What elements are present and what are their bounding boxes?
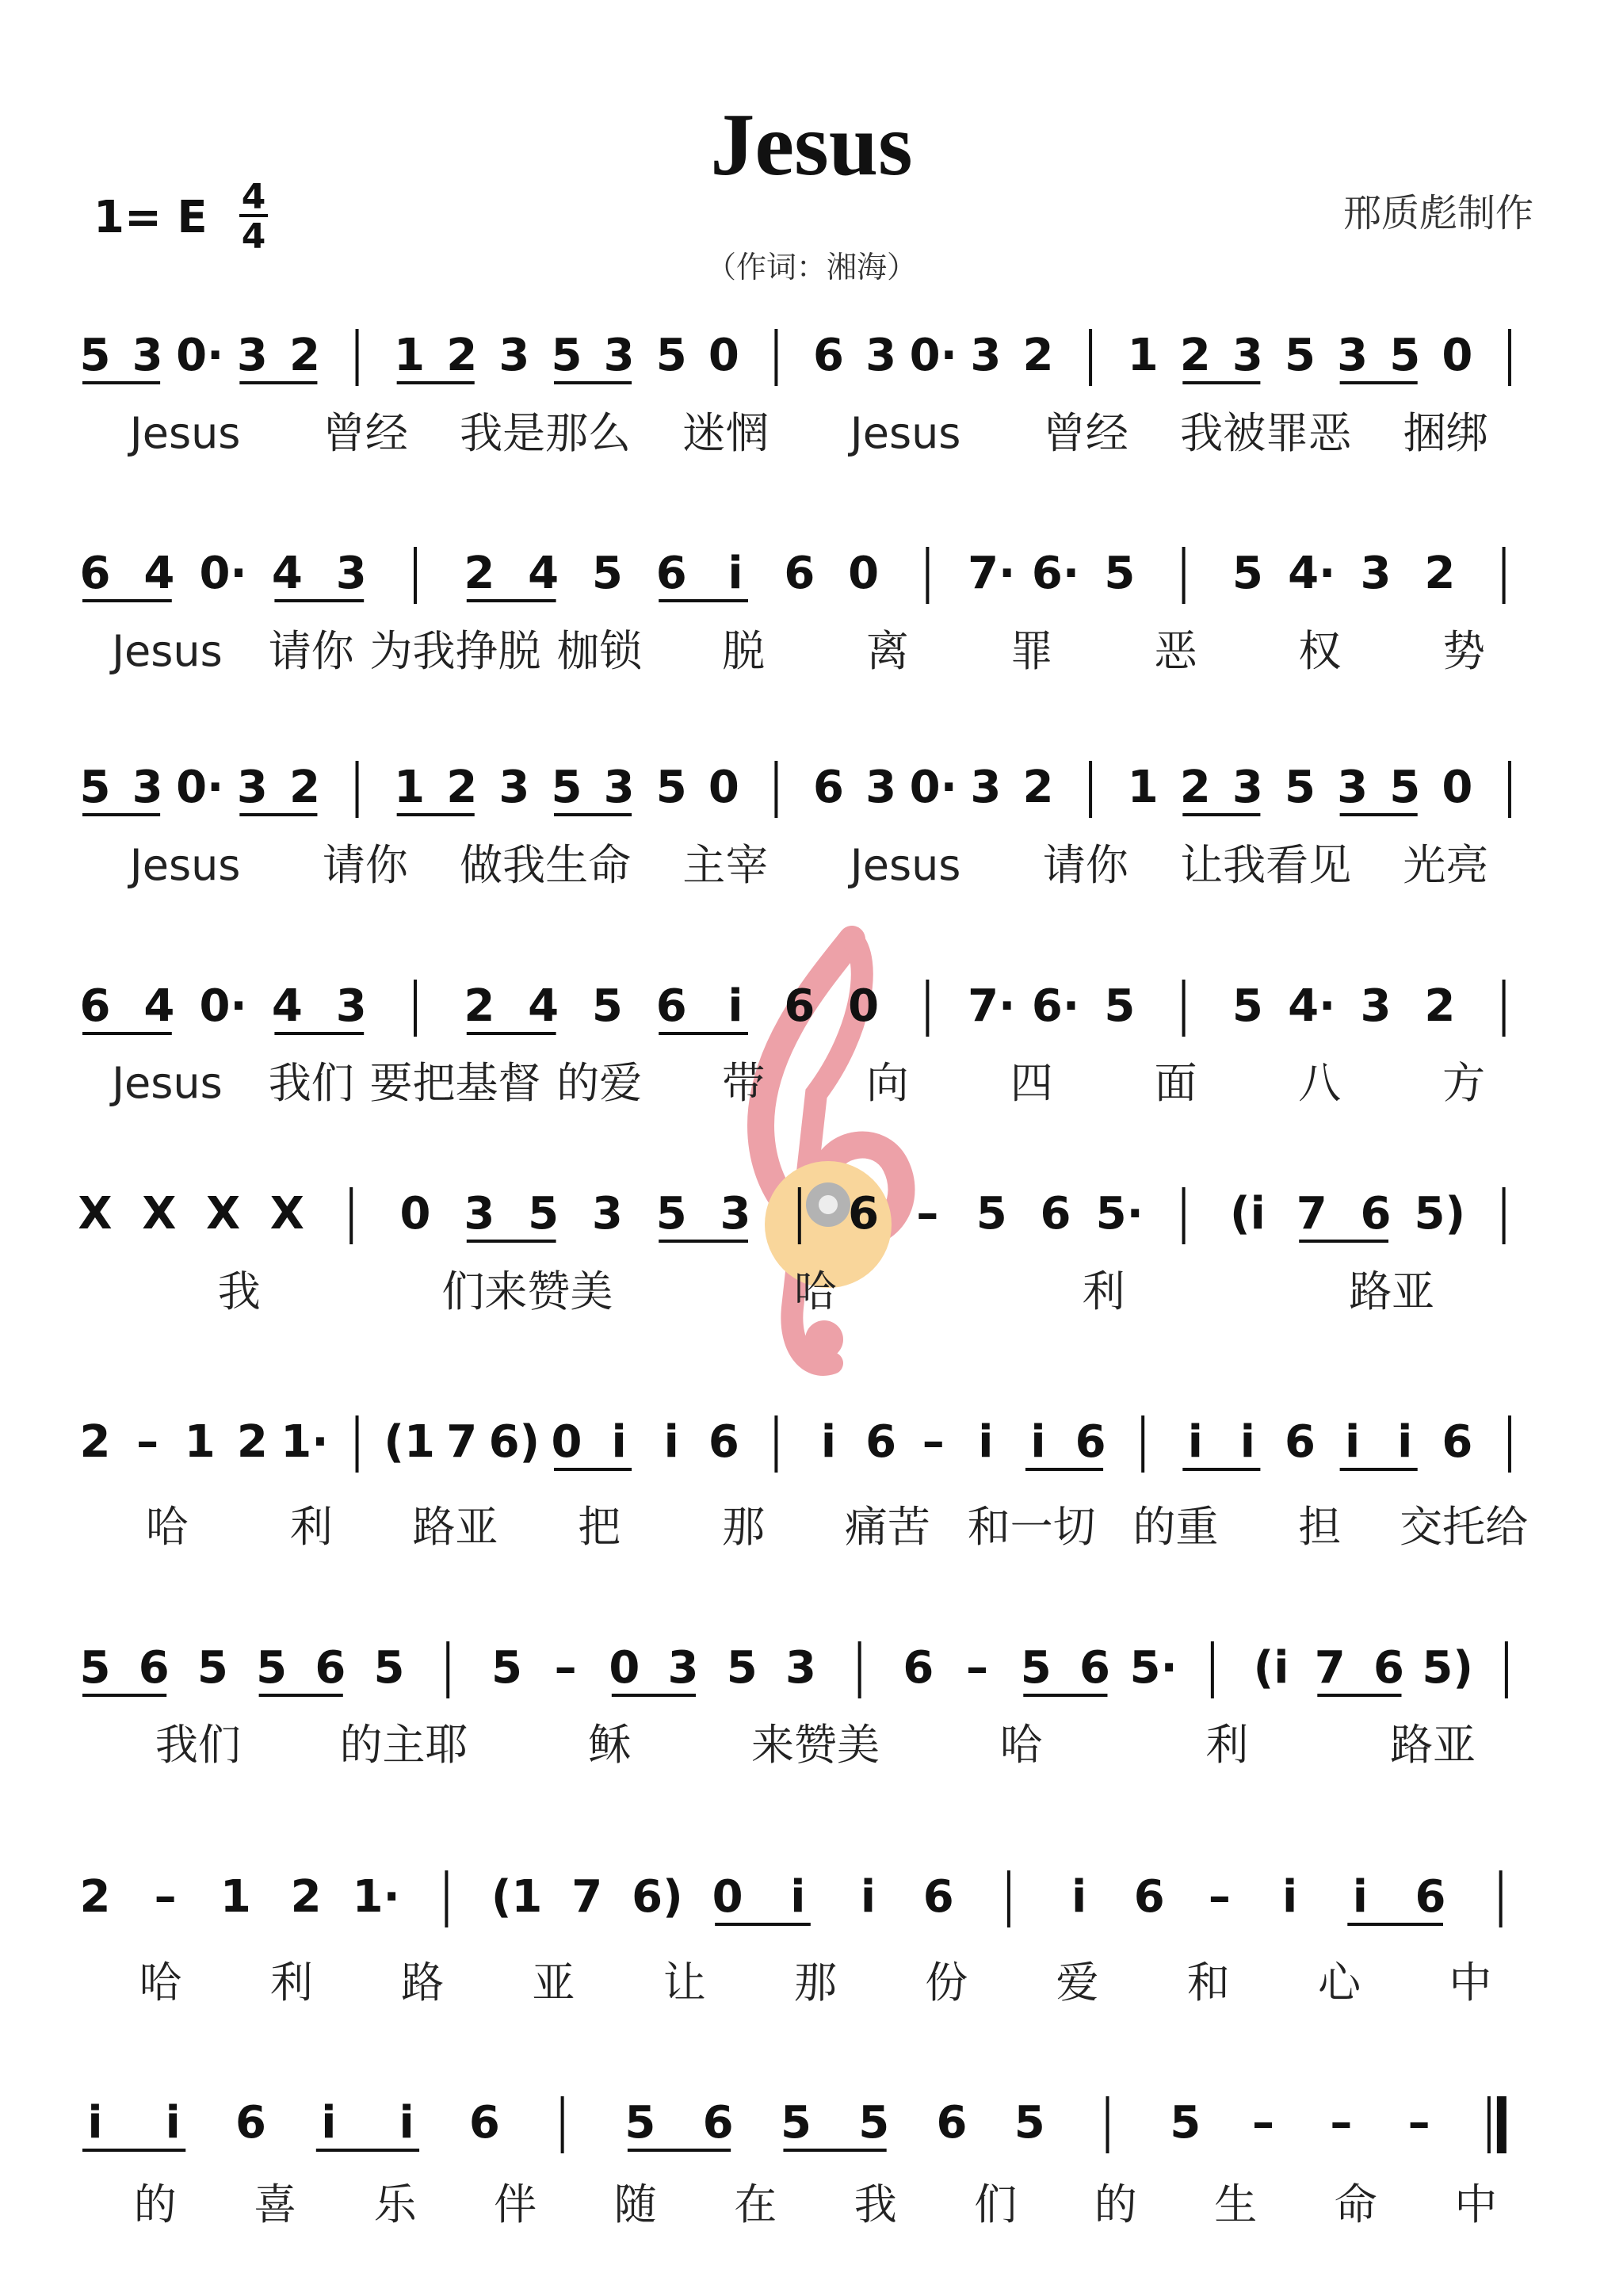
jianpu-note: 3: [1232, 330, 1263, 381]
jianpu-note: 4: [271, 980, 303, 1032]
lyric-syllable: 中: [1454, 2179, 1498, 2229]
jianpu-note: 6: [655, 548, 687, 599]
music-system: [80, 1415, 1529, 1552]
jianpu-note: 5: [655, 330, 687, 381]
jianpu-note: 7·: [968, 980, 1016, 1032]
music-system: [80, 329, 1510, 458]
jianpu-note: 3: [865, 330, 897, 381]
lyric-syllable: 我: [217, 1266, 261, 1316]
lyric-syllable: 路: [401, 1958, 445, 2008]
music-system: [80, 761, 1510, 890]
jianpu-note: X: [78, 1188, 113, 1240]
jianpu-note: 5·: [1129, 1642, 1178, 1694]
lyric-syllable: 脱: [722, 626, 766, 676]
jianpu-note: –: [916, 1188, 939, 1240]
lyric-syllable: 和一切: [967, 1502, 1096, 1552]
jianpu-note: 7: [1296, 1188, 1327, 1240]
jianpu-note: 6: [468, 2097, 500, 2149]
jianpu-note: –: [554, 1642, 577, 1694]
lyric-syllable: Jesus: [129, 408, 241, 458]
jianpu-note: 5: [79, 762, 111, 813]
jianpu-note: 4: [528, 548, 559, 599]
jianpu-note: 3: [1337, 330, 1369, 381]
lyric-syllable: Jesus: [850, 840, 961, 890]
jianpu-note: i: [1030, 1416, 1046, 1468]
jianpu-note: 3: [132, 762, 163, 813]
time-signature-top: 4: [241, 177, 266, 217]
clef-tail-dot: [805, 1320, 843, 1358]
jianpu-note: 6·: [1031, 548, 1080, 599]
jianpu-note: 3: [970, 762, 1002, 813]
lyric-syllable: 生: [1214, 2179, 1258, 2229]
music-system: [80, 1641, 1507, 1770]
time-signature-bottom: 4: [241, 216, 266, 257]
jianpu-note: 0: [609, 1642, 640, 1694]
jianpu-note: i: [663, 1416, 679, 1468]
lyric-syllable: 的重: [1132, 1502, 1219, 1552]
jianpu-note: i: [165, 2097, 181, 2149]
jianpu-note: 5: [528, 1188, 559, 1240]
jianpu-note: 3: [970, 330, 1002, 381]
lyric-syllable: 请你: [1042, 840, 1128, 890]
lyric-syllable: 的主耶: [339, 1720, 468, 1770]
jianpu-note: 6: [1075, 1416, 1106, 1468]
jianpu-note: i: [1071, 1871, 1087, 1923]
lyric-syllable: 交托给: [1400, 1502, 1529, 1552]
jianpu-note: 5: [197, 1642, 228, 1694]
jianpu-note: 3: [1232, 762, 1263, 813]
jianpu-note: 5: [858, 2097, 890, 2149]
jianpu-note: 3: [236, 330, 268, 381]
lyric-syllable: 我: [854, 2179, 897, 2229]
lyric-syllable: 捆绑: [1403, 408, 1489, 458]
jianpu-note: i: [1239, 1416, 1256, 1468]
music-system: [82, 2096, 1502, 2229]
jianpu-note: 3: [1360, 980, 1392, 1032]
jianpu-note: 2: [1424, 548, 1456, 599]
jianpu-note: 5: [1389, 762, 1421, 813]
jianpu-note: 6: [235, 2097, 267, 2149]
jianpu-note: 6: [813, 762, 845, 813]
lyric-syllable: 方: [1442, 1058, 1486, 1108]
jianpu-note: 0·: [199, 980, 247, 1032]
jianpu-note: 6: [848, 1188, 880, 1240]
lyric-syllable: 罪: [1010, 626, 1053, 676]
jianpu-note: 0·: [909, 762, 957, 813]
jianpu-note: 3: [464, 1188, 495, 1240]
lyric-syllable: 爱: [1056, 1958, 1099, 2008]
jianpu-note: 4: [143, 980, 175, 1032]
jianpu-note: 0·: [909, 330, 957, 381]
jianpu-note: 7·: [968, 548, 1016, 599]
jianpu-note: i: [399, 2097, 414, 2149]
jianpu-note: 0·: [176, 330, 224, 381]
jianpu-note: (1: [384, 1416, 435, 1468]
lyric-syllable: Jesus: [129, 840, 241, 890]
jianpu-note: 1: [394, 762, 426, 813]
lyricist-credit: （作词：湘海）: [705, 250, 918, 285]
jianpu-note: i: [860, 1871, 876, 1923]
jianpu-note: –: [966, 1642, 989, 1694]
jianpu-note: 1: [1127, 330, 1159, 381]
jianpu-note: i: [1352, 1871, 1368, 1923]
lyric-syllable: 把: [578, 1502, 621, 1552]
jianpu-note: 6: [702, 2097, 734, 2149]
lyric-syllable: 喜: [254, 2179, 297, 2229]
lyric-syllable: 八: [1298, 1058, 1342, 1108]
jianpu-note: 6: [936, 2097, 968, 2149]
jianpu-note: 5: [1285, 330, 1316, 381]
jianpu-note: 0: [1442, 762, 1473, 813]
jianpu-note: 4: [528, 980, 559, 1032]
jianpu-note: 0: [712, 1871, 743, 1923]
jianpu-note: 2: [464, 548, 495, 599]
jianpu-note: –: [1252, 2097, 1275, 2149]
jianpu-note: 6: [655, 980, 687, 1032]
jianpu-note: 6: [1079, 1642, 1110, 1694]
lyric-syllable: 份: [925, 1958, 968, 2008]
jianpu-note: 7: [1314, 1642, 1346, 1694]
jianpu-note: –: [1330, 2097, 1353, 2149]
jianpu-note: i: [1282, 1871, 1298, 1923]
jianpu-note: 4: [271, 548, 303, 599]
jianpu-note: i: [978, 1416, 994, 1468]
jianpu-note: 0: [708, 762, 739, 813]
jianpu-note: 5): [1422, 1642, 1473, 1694]
lyric-syllable: 面: [1154, 1058, 1197, 1108]
jianpu-note: 5: [1020, 1642, 1052, 1694]
jianpu-note: –: [1208, 1871, 1231, 1923]
jianpu-note: 5: [591, 548, 623, 599]
lyric-syllable: 利: [1082, 1266, 1125, 1316]
lyric-syllable: 权: [1298, 626, 1342, 676]
lyric-syllable: 势: [1442, 626, 1486, 676]
jianpu-note: 6·: [1031, 980, 1080, 1032]
lyric-syllable: 路亚: [1390, 1720, 1476, 1770]
lyric-syllable: 利: [289, 1502, 333, 1552]
jianpu-note: 0: [399, 1188, 431, 1240]
lyric-syllable: 离: [865, 626, 909, 676]
jianpu-note: 6: [1360, 1188, 1392, 1240]
lyric-syllable: 四: [1010, 1058, 1053, 1108]
jianpu-note: 3: [498, 330, 530, 381]
jianpu-note: 2: [1022, 762, 1054, 813]
jianpu-note: 2: [1424, 980, 1456, 1032]
jianpu-note: 6: [1373, 1642, 1404, 1694]
jianpu-note: (1: [491, 1871, 543, 1923]
jianpu-note: 1: [184, 1416, 216, 1468]
jianpu-note: 5: [1014, 2097, 1045, 2149]
jianpu-note: i: [1187, 1416, 1203, 1468]
lyric-syllable: 让: [663, 1958, 706, 2008]
jianpu-note: 4: [143, 548, 175, 599]
jianpu-note: 2: [79, 1416, 111, 1468]
jianpu-note: 1·: [352, 1871, 400, 1923]
lyric-syllable: 和: [1186, 1958, 1230, 2008]
lyric-syllable: 迷惘: [682, 408, 769, 458]
jianpu-note: 6: [903, 1642, 934, 1694]
jianpu-note: 2: [446, 330, 478, 381]
music-system: [80, 1870, 1501, 2008]
lyric-syllable: 我们: [268, 1058, 354, 1108]
jianpu-note: 3: [1337, 762, 1369, 813]
lyric-syllable: 让我看见: [1180, 840, 1352, 890]
music-system: [80, 547, 1504, 676]
jianpu-note: 3: [785, 1642, 816, 1694]
jianpu-note: 0·: [199, 548, 247, 599]
jianpu-note: 3: [603, 330, 635, 381]
lyric-syllable: 那: [794, 1958, 837, 2008]
jianpu-note: X: [206, 1188, 241, 1240]
jianpu-note: 3: [132, 330, 163, 381]
jianpu-note: 3: [720, 1188, 751, 1240]
lyric-syllable: 那: [722, 1502, 766, 1552]
jianpu-note: (i: [1230, 1188, 1266, 1240]
jianpu-note: 0: [848, 548, 880, 599]
lyric-syllable: 伴: [494, 2179, 537, 2229]
jianpu-note: 5: [1104, 980, 1136, 1032]
jianpu-note: i: [321, 2097, 337, 2149]
jianpu-note: 3: [667, 1642, 699, 1694]
jianpu-note: 6: [1040, 1188, 1071, 1240]
jianpu-note: 5·: [1095, 1188, 1144, 1240]
jianpu-note: 2: [236, 1416, 268, 1468]
jianpu-note: 6: [813, 330, 845, 381]
lyric-syllable: 我们: [155, 1720, 241, 1770]
jianpu-note: 5: [624, 2097, 656, 2149]
lyric-syllable: 痛苦: [844, 1502, 930, 1552]
jianpu-note: 3: [236, 762, 268, 813]
jianpu-note: 5: [1170, 2097, 1201, 2149]
lyric-syllable: 光亮: [1403, 840, 1489, 890]
jianpu-note: 6: [1133, 1871, 1165, 1923]
jianpu-note: 3: [603, 762, 635, 813]
lyric-syllable: 做我生命: [460, 840, 632, 890]
lyric-syllable: 的: [133, 2179, 177, 2229]
lyric-syllable: 命: [1334, 2179, 1377, 2229]
jianpu-note: 3: [591, 1188, 623, 1240]
jianpu-note: 3: [865, 762, 897, 813]
jianpu-note: 3: [498, 762, 530, 813]
jianpu-note: 6: [784, 548, 815, 599]
jianpu-note: X: [142, 1188, 177, 1240]
lyric-syllable: 主宰: [682, 840, 769, 890]
lyric-syllable: 带: [722, 1058, 766, 1108]
lyric-syllable: 请你: [322, 840, 408, 890]
jianpu-note: i: [1397, 1416, 1413, 1468]
jianpu-note: 2: [290, 1871, 322, 1923]
jianpu-note: i: [87, 2097, 103, 2149]
jianpu-note: 0·: [176, 762, 224, 813]
jianpu-note: 5: [491, 1642, 522, 1694]
lyric-syllable: Jesus: [112, 626, 223, 676]
jianpu-note: –: [136, 1416, 159, 1468]
jianpu-note: 6: [79, 980, 111, 1032]
lyric-syllable: 路亚: [412, 1502, 498, 1552]
jianpu-note: 5: [591, 980, 623, 1032]
lyric-syllable: 利: [269, 1958, 313, 2008]
lyric-syllable: 要把基督: [369, 1058, 541, 1108]
jianpu-note: 5: [1104, 548, 1136, 599]
jianpu-note: 6): [632, 1871, 683, 1923]
lyric-syllable: 哈: [999, 1720, 1043, 1770]
jianpu-note: 5: [655, 762, 687, 813]
lyric-syllable: 担: [1298, 1502, 1342, 1552]
jianpu-note: 5: [1285, 762, 1316, 813]
jianpu-note: 7: [446, 1416, 478, 1468]
jianpu-note: 2: [1022, 330, 1054, 381]
lyric-syllable: 们来赞美: [441, 1266, 613, 1316]
lyric-syllable: 哈: [145, 1502, 189, 1552]
song-title: Jesus: [710, 96, 913, 194]
jianpu-note: 5: [1232, 548, 1263, 599]
jianpu-note: 5): [1414, 1188, 1466, 1240]
jianpu-note: 5: [726, 1642, 758, 1694]
jianpu-note: 4·: [1288, 548, 1336, 599]
lyric-syllable: 枷锁: [556, 626, 643, 676]
lyric-syllable: 路亚: [1349, 1266, 1435, 1316]
lyric-syllable: 我被罪恶: [1180, 408, 1352, 458]
lyric-syllable: 来赞美: [751, 1720, 880, 1770]
jianpu-note: 1: [1127, 762, 1159, 813]
jianpu-note: 2: [288, 762, 320, 813]
watermark-disc-center: [819, 1195, 838, 1214]
lyric-syllable: 的: [1094, 2179, 1137, 2229]
jianpu-note: 5: [256, 1642, 288, 1694]
jianpu-note: 5: [373, 1642, 405, 1694]
lyric-syllable: Jesus: [850, 408, 961, 458]
lyric-syllable: 请你: [268, 626, 354, 676]
jianpu-note: 6: [922, 1871, 954, 1923]
lyric-syllable: 在: [734, 2179, 777, 2229]
jianpu-note: 6): [488, 1416, 540, 1468]
jianpu-note: 6: [784, 980, 815, 1032]
lyric-syllable: 为我挣脱: [369, 626, 541, 676]
jianpu-note: i: [727, 980, 743, 1032]
jianpu-note: 5: [79, 330, 111, 381]
jianpu-note: i: [820, 1416, 837, 1468]
jianpu-note: 0: [1442, 330, 1473, 381]
jianpu-note: 5: [780, 2097, 812, 2149]
jianpu-note: 6: [138, 1642, 170, 1694]
jianpu-note: 6: [708, 1416, 739, 1468]
lyric-syllable: 稣: [588, 1720, 632, 1770]
jianpu-note: 6: [79, 548, 111, 599]
lyric-syllable: 向: [865, 1058, 909, 1108]
lyric-syllable: Jesus: [112, 1058, 223, 1108]
lyric-syllable: 哈: [794, 1266, 837, 1316]
jianpu-note: 6: [865, 1416, 897, 1468]
jianpu-note: i: [611, 1416, 627, 1468]
jianpu-note: 5: [976, 1188, 1007, 1240]
jianpu-note: i: [790, 1871, 806, 1923]
lyric-syllable: 恶: [1154, 626, 1197, 676]
lyric-syllable: 哈: [139, 1958, 182, 2008]
lyric-syllable: 曾经: [322, 408, 408, 458]
jianpu-note: 4·: [1288, 980, 1336, 1032]
jianpu-note: 6: [315, 1642, 346, 1694]
jianpu-note: 2: [288, 330, 320, 381]
jianpu-note: 0: [551, 1416, 582, 1468]
jianpu-note: 5: [79, 1642, 111, 1694]
jianpu-note: 2: [1179, 762, 1211, 813]
jianpu-note: 7: [571, 1871, 603, 1923]
lyric-syllable: 随: [613, 2179, 657, 2229]
jianpu-note: 1·: [281, 1416, 329, 1468]
lyric-syllable: 亚: [532, 1958, 575, 2008]
jianpu-note: 2: [464, 980, 495, 1032]
jianpu-note: 5: [655, 1188, 687, 1240]
jianpu-note: 5: [1232, 980, 1263, 1032]
jianpu-note: 6: [1285, 1416, 1316, 1468]
lyric-syllable: 心: [1318, 1958, 1361, 2008]
jianpu-note: 3: [335, 548, 367, 599]
jianpu-note: 5: [551, 762, 582, 813]
lyric-syllable: 曾经: [1042, 408, 1128, 458]
jianpu-note: 0: [708, 330, 739, 381]
jianpu-note: 3: [1360, 548, 1392, 599]
jianpu-note: 5: [551, 330, 582, 381]
arranger-credit: 邢质彪制作: [1342, 191, 1533, 235]
jianpu-note: 2: [79, 1871, 111, 1923]
lyric-syllable: 中: [1449, 1958, 1492, 2008]
jianpu-note: –: [1407, 2097, 1430, 2149]
jianpu-note: –: [154, 1871, 177, 1923]
jianpu-note: 2: [1179, 330, 1211, 381]
jianpu-note: (i: [1253, 1642, 1289, 1694]
jianpu-note: 6: [1415, 1871, 1446, 1923]
jianpu-note: i: [1345, 1416, 1361, 1468]
jianpu-note: X: [269, 1188, 304, 1240]
lyric-syllable: 我是那么: [460, 408, 632, 458]
jianpu-note: 2: [446, 762, 478, 813]
key-signature: 1= E: [94, 192, 208, 243]
jianpu-note: –: [922, 1416, 945, 1468]
jianpu-note: 0: [848, 980, 880, 1032]
lyric-syllable: 的爱: [556, 1058, 643, 1108]
jianpu-note: 3: [335, 980, 367, 1032]
jianpu-note: i: [727, 548, 743, 599]
lyric-syllable: 们: [974, 2179, 1018, 2229]
jianpu-note: 1: [220, 1871, 251, 1923]
lyric-syllable: 乐: [373, 2179, 417, 2229]
jianpu-note: 6: [1442, 1416, 1473, 1468]
jianpu-note: 1: [394, 330, 426, 381]
jianpu-note: 5: [1389, 330, 1421, 381]
lyric-syllable: 利: [1205, 1720, 1249, 1770]
